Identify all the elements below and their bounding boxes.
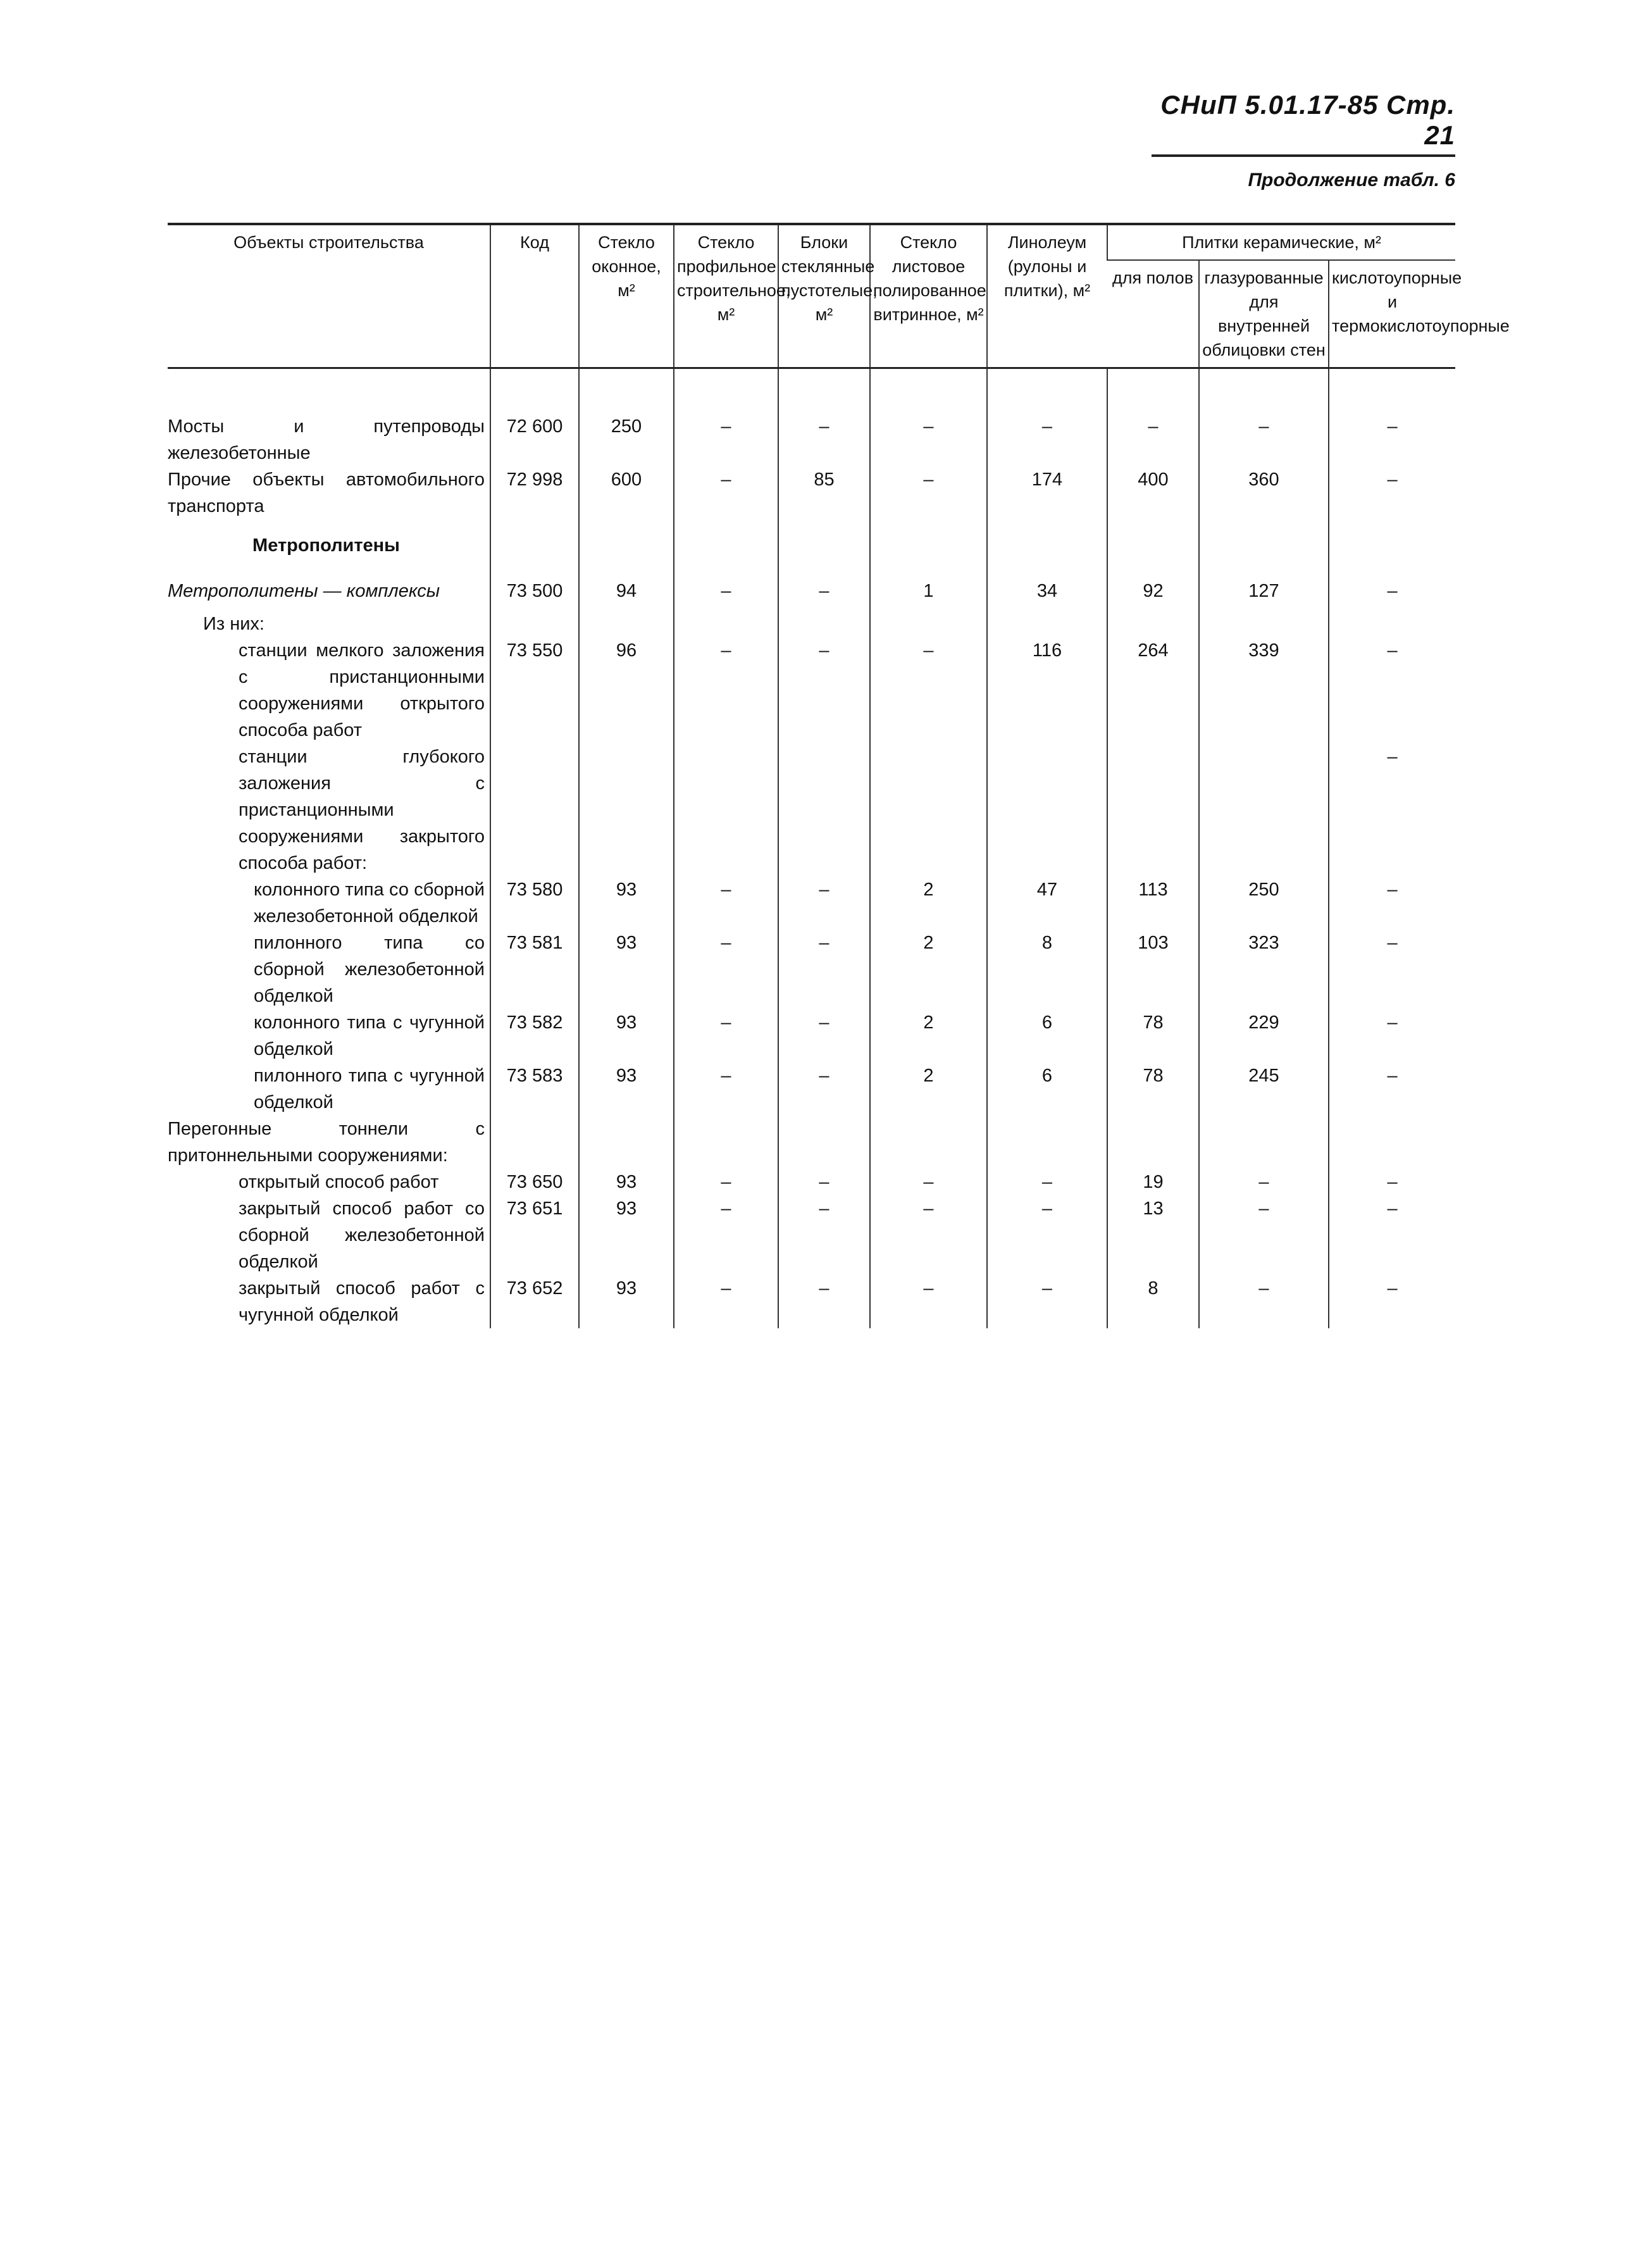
row-value: 19 (1107, 1169, 1199, 1195)
row-value (1199, 744, 1329, 876)
row-code (490, 611, 579, 637)
row-value (778, 744, 870, 876)
row-value: 96 (579, 637, 674, 744)
row-value: 6 (987, 1009, 1107, 1062)
row-value: – (987, 1195, 1107, 1275)
row-value: – (1329, 1195, 1455, 1275)
row-value: – (674, 1062, 778, 1116)
row-code: 73 580 (490, 876, 579, 930)
row-name: станции мелкого заложения с пристанционными сооружениями открытого способа работ (239, 640, 485, 740)
row-value: 13 (1107, 1195, 1199, 1275)
table-row (168, 1009, 1455, 1062)
table-row (168, 520, 1455, 566)
row-value (579, 611, 674, 637)
row-value (579, 1116, 674, 1169)
row-value: 47 (987, 876, 1107, 930)
row-value: 8 (1107, 1275, 1199, 1328)
row-value: – (674, 466, 778, 520)
row-value: – (870, 413, 987, 466)
row-value (1107, 520, 1199, 566)
row-name: пилонного типа со сборной железобетонной обделкой (254, 933, 485, 1006)
row-value (1329, 520, 1455, 566)
row-value: – (1199, 1169, 1329, 1195)
row-value (987, 520, 1107, 566)
row-name: открытый способ работ (239, 1172, 439, 1192)
table-row (168, 930, 1455, 1009)
row-value: – (674, 1275, 778, 1328)
row-value: – (778, 413, 870, 466)
row-value: 250 (1199, 876, 1329, 930)
row-code (490, 744, 579, 876)
materials-table (168, 223, 1510, 1328)
row-name: станции глубокого заложения с пристанционными сооружениями закрытого способа работ: (239, 747, 485, 873)
col-objects: Объекты строительства (168, 224, 490, 368)
col-glass-blocks: Блоки стеклянные пустотелые, м² (778, 224, 870, 368)
row-value (987, 611, 1107, 637)
row-name: Прочие объекты автомобильного транспорта (168, 470, 485, 516)
row-name: Мосты и путепроводы железобетонные (168, 416, 485, 463)
row-value (778, 611, 870, 637)
row-value: – (870, 466, 987, 520)
row-value: – (674, 876, 778, 930)
col-floor-tiles: для полов (1107, 260, 1199, 368)
row-code (490, 520, 579, 566)
row-value: 116 (987, 637, 1107, 744)
row-value: 92 (1107, 566, 1199, 611)
row-name: Метрополитены — комплексы (168, 581, 440, 601)
row-value: – (1199, 1195, 1329, 1275)
row-value: – (1329, 744, 1455, 876)
row-name: Из них: (203, 614, 264, 634)
col-ceramic-group: Плитки керамические, м² (1107, 224, 1455, 260)
row-name: закрытый способ работ со сборной железобетонной обделкой (239, 1199, 485, 1272)
row-value: – (987, 1169, 1107, 1195)
row-value: 2 (870, 930, 987, 1009)
row-value (674, 611, 778, 637)
row-value (579, 744, 674, 876)
row-value (987, 744, 1107, 876)
row-value: – (778, 930, 870, 1009)
row-value: – (1329, 1062, 1455, 1116)
row-value: 2 (870, 1062, 987, 1116)
row-value: – (870, 1195, 987, 1275)
row-value: – (1199, 1275, 1329, 1328)
row-value: – (1329, 1275, 1455, 1328)
row-value: 600 (579, 466, 674, 520)
row-value: – (778, 876, 870, 930)
row-value: – (1199, 413, 1329, 466)
row-value (1107, 611, 1199, 637)
table-row (168, 413, 1455, 466)
row-value: 78 (1107, 1062, 1199, 1116)
col-sheet-glass: Стекло листовое полированное витринное, м² (870, 224, 987, 368)
row-value: 174 (987, 466, 1107, 520)
table-body (168, 368, 1455, 1329)
row-value: 8 (987, 930, 1107, 1009)
row-value: – (870, 1275, 987, 1328)
row-value: 93 (579, 1275, 674, 1328)
col-glazed-tiles: глазурованные для внутренней облицовки стен (1199, 260, 1329, 368)
col-profile-glass: Стекло профильное строительное, м² (674, 224, 778, 368)
row-name: Метрополитены (252, 535, 400, 556)
row-value: – (778, 1009, 870, 1062)
row-value: 360 (1199, 466, 1329, 520)
row-value: 250 (579, 413, 674, 466)
row-value: – (1329, 413, 1455, 466)
row-value: – (1107, 413, 1199, 466)
row-value: – (674, 1169, 778, 1195)
row-value: 323 (1199, 930, 1329, 1009)
table-row (168, 744, 1455, 876)
row-value: – (674, 1195, 778, 1275)
row-value (579, 520, 674, 566)
row-value (674, 1116, 778, 1169)
table-row (168, 876, 1455, 930)
row-value: 2 (870, 876, 987, 930)
row-value: – (674, 413, 778, 466)
row-code: 72 600 (490, 413, 579, 466)
row-value: 93 (579, 1169, 674, 1195)
header-row (168, 224, 1455, 260)
row-code: 73 651 (490, 1195, 579, 1275)
row-value: – (1329, 466, 1455, 520)
row-value: 78 (1107, 1009, 1199, 1062)
row-value: – (1329, 566, 1455, 611)
row-name: пилонного типа с чугунной обделкой (254, 1066, 485, 1112)
row-value (1107, 744, 1199, 876)
row-value (870, 1116, 987, 1169)
table-row (168, 637, 1455, 744)
row-value: – (778, 1062, 870, 1116)
row-value (778, 1116, 870, 1169)
row-value: – (1329, 930, 1455, 1009)
row-code: 73 581 (490, 930, 579, 1009)
row-value: 85 (778, 466, 870, 520)
row-name: закрытый способ работ с чугунной обделкой (239, 1278, 485, 1325)
row-value: 2 (870, 1009, 987, 1062)
row-value (870, 611, 987, 637)
row-value (870, 744, 987, 876)
row-value (1199, 611, 1329, 637)
row-value: – (1329, 1009, 1455, 1062)
table-row (168, 1062, 1455, 1116)
table-row (168, 1169, 1455, 1195)
row-value: – (1329, 637, 1455, 744)
row-value: – (870, 637, 987, 744)
row-value (1199, 1116, 1329, 1169)
row-value (674, 744, 778, 876)
row-value: – (778, 1169, 870, 1195)
table-caption: Продолжение табл. 6 (1248, 170, 1455, 190)
row-value: – (674, 930, 778, 1009)
row-code: 73 652 (490, 1275, 579, 1328)
row-value: – (1329, 876, 1455, 930)
row-code: 73 500 (490, 566, 579, 611)
row-value: – (778, 1195, 870, 1275)
row-name: Перегонные тоннели с притоннельными сооружениями: (168, 1119, 485, 1166)
row-value (1329, 611, 1455, 637)
row-value: – (674, 1009, 778, 1062)
row-value (1107, 1116, 1199, 1169)
row-value: 93 (579, 876, 674, 930)
row-value: 94 (579, 566, 674, 611)
row-value: 264 (1107, 637, 1199, 744)
row-code: 72 998 (490, 466, 579, 520)
table-row (168, 1195, 1455, 1275)
row-value: 34 (987, 566, 1107, 611)
col-acid-resistant: кислотоупорные и термокислотоупорные (1329, 260, 1455, 368)
row-name: колонного типа с чугунной обделкой (254, 1012, 485, 1059)
col-code: Код (490, 224, 579, 368)
row-value: 245 (1199, 1062, 1329, 1116)
row-value (987, 1116, 1107, 1169)
row-code: 73 650 (490, 1169, 579, 1195)
row-code: 73 582 (490, 1009, 579, 1062)
row-value (1199, 520, 1329, 566)
row-value: 103 (1107, 930, 1199, 1009)
row-code: 73 583 (490, 1062, 579, 1116)
page-header: СНиП 5.01.17-85 Стр. 21 (1152, 90, 1455, 157)
row-value: 93 (579, 1009, 674, 1062)
row-value (1329, 1116, 1455, 1169)
row-value: 127 (1199, 566, 1329, 611)
row-value: – (778, 637, 870, 744)
row-value: – (1329, 1169, 1455, 1195)
row-value: 93 (579, 930, 674, 1009)
row-value: 6 (987, 1062, 1107, 1116)
row-name: колонного типа со сборной железобетонной обделкой (254, 880, 485, 926)
row-value: – (987, 1275, 1107, 1328)
row-value: 113 (1107, 876, 1199, 930)
row-code (490, 1116, 579, 1169)
row-value: – (778, 1275, 870, 1328)
row-value: – (674, 637, 778, 744)
row-value: – (870, 1169, 987, 1195)
table-row (168, 1275, 1455, 1328)
col-linoleum: Линолеум (рулоны и плитки), м² (987, 224, 1107, 368)
table-row (168, 466, 1455, 520)
spacer-row (168, 368, 1455, 414)
table-row (168, 566, 1455, 611)
row-value: 229 (1199, 1009, 1329, 1062)
row-value: 93 (579, 1062, 674, 1116)
row-value: 400 (1107, 466, 1199, 520)
row-code: 73 550 (490, 637, 579, 744)
row-value: 1 (870, 566, 987, 611)
row-value (778, 520, 870, 566)
row-value: 93 (579, 1195, 674, 1275)
table-row (168, 611, 1455, 637)
row-value: 339 (1199, 637, 1329, 744)
table-row (168, 1116, 1455, 1169)
row-value (674, 520, 778, 566)
row-value: – (987, 413, 1107, 466)
row-value: – (674, 566, 778, 611)
row-value (870, 520, 987, 566)
col-window-glass: Стекло оконное, м² (579, 224, 674, 368)
row-value: – (778, 566, 870, 611)
